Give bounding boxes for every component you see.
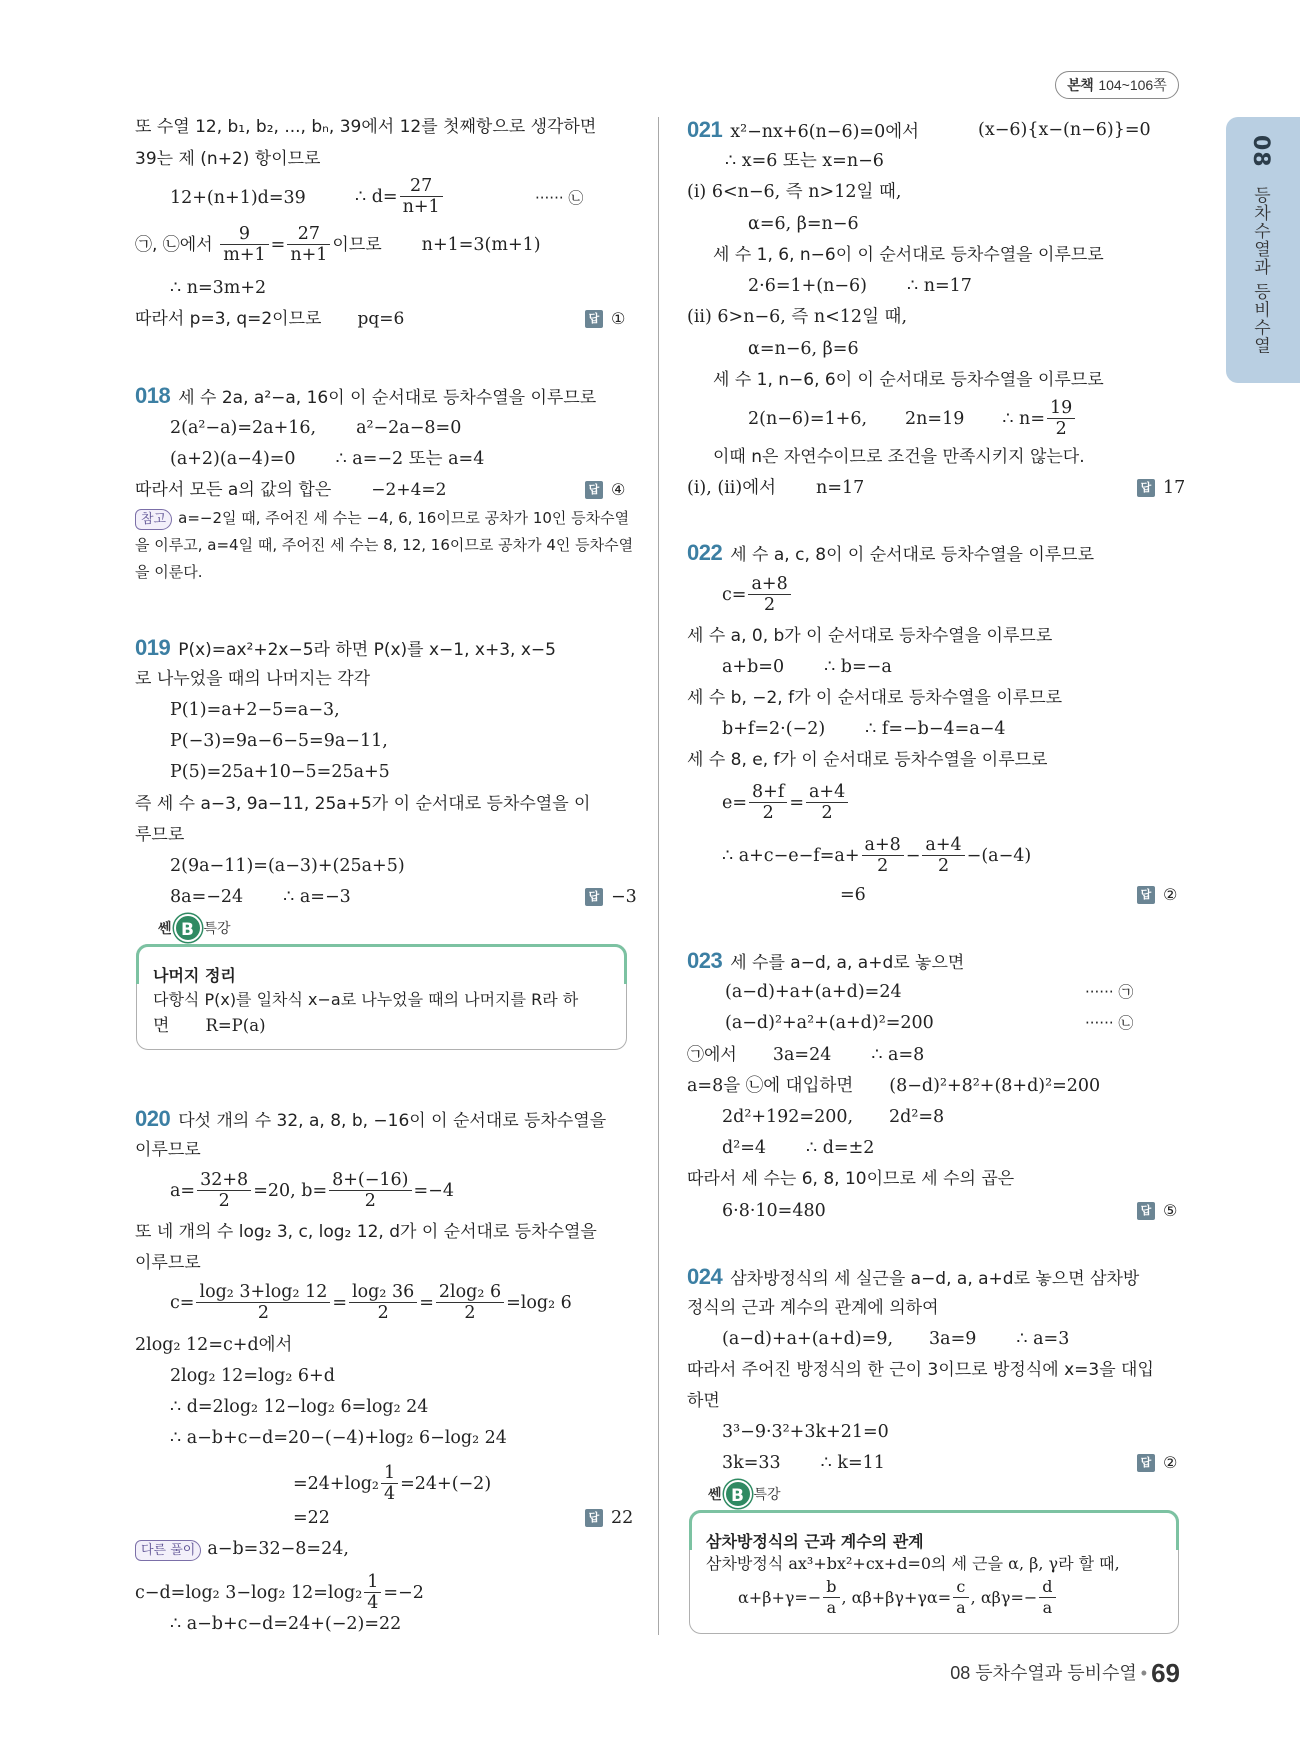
answer-mark: 답 ②: [1137, 883, 1177, 907]
math-line: ∴ a−b+c−d=24+(−2)=22: [170, 1614, 402, 1634]
note-line: 참고 a=−2일 때, 주어진 세 수는 −4, 6, 16이므로 공차가 10인 등차수열: [135, 506, 629, 530]
math-line: c= $\frac{a+8}{2}$: [722, 574, 793, 615]
answer-mark: 답 17: [1137, 476, 1185, 500]
math-line: P(−3)=9a−6−5=9a−11,: [170, 731, 388, 751]
math-line: α=6, β=n−6: [748, 214, 859, 234]
math-line: (a−d)+a+(a+d)=24: [725, 982, 902, 1002]
answer-badge-icon: 답: [585, 481, 603, 499]
text-line: 로 나누었을 때의 나머지는 각각: [135, 669, 371, 689]
answer-mark: 답 22: [585, 1506, 633, 1530]
note-line: 을 이루고, a=4일 때, 주어진 세 수는 8, 12, 16이므로 공차가 4인 등차수열: [135, 536, 634, 554]
problem-number: 024: [687, 1264, 723, 1289]
alt-solution-line: 다른 풀이 a−b=32−8=24,: [135, 1537, 349, 1561]
problem-number: 021: [687, 117, 723, 142]
column-divider: [658, 117, 659, 1635]
math-line: P(1)=a+2−5=a−3,: [170, 700, 340, 720]
chapter-title: 등차수열과 등비수열: [1250, 186, 1270, 355]
math-line: a=8을 ㉡에 대입하면 (8−d)²+8²+(8+d)²=200: [687, 1076, 1101, 1096]
math-line: d²=4 ∴ d=±2: [722, 1138, 875, 1158]
case-line: (ii) 6>n−6, 즉 n<12일 때,: [687, 307, 908, 327]
math-line: 2(n−6)=1+6, 2n=19 ∴ n= $\frac{19}{2}$: [748, 398, 1077, 439]
math-line: a= $\frac{32+8}{2}$ =20, b= $\frac{8+(-16)}{2}$ =−4: [170, 1170, 454, 1211]
math-line: 3³−9·3²+3k+21=0: [722, 1422, 889, 1442]
text-line: 정식의 근과 계수의 관계에 의하여: [687, 1298, 939, 1318]
math-line: =22: [293, 1508, 330, 1528]
math-line: 2log₂ 12=c+d에서: [135, 1335, 293, 1355]
answer-mark: 답 ④: [585, 478, 625, 502]
text-line: 루므로: [135, 825, 185, 845]
math-line: ㉠에서 3a=24 ∴ a=8: [687, 1045, 925, 1065]
page-footer: 08 등차수열과 등비수열 • 69: [950, 1658, 1180, 1688]
text-line: 또 네 개의 수 log₂ 3, c, log₂ 12, d가 이 순서대로 등차수열을: [135, 1222, 597, 1242]
answer-badge-icon: 답: [585, 1509, 603, 1527]
answer-mark: 답 ⑤: [1137, 1199, 1177, 1223]
alt-solution-tag: 다른 풀이: [135, 1540, 201, 1561]
problem-number: 023: [687, 948, 723, 973]
math-line: 2·6=1+(n−6) ∴ n=17: [748, 276, 972, 296]
tip-title: 삼차방정식의 근과 계수의 관계: [706, 1532, 924, 1551]
math-line: a+b=0 ∴ b=−a: [722, 657, 892, 677]
math-line: P(5)=25a+10−5=25a+5: [170, 762, 390, 782]
answer-badge-icon: 답: [585, 888, 603, 906]
problem-019-heading: 019 P(x)=ax²+2x−5라 하면 P(x)를 x−1, x+3, x−5: [135, 635, 556, 660]
text-line: 또 수열 12, b₁, b₂, ..., bₙ, 39에서 12를 첫째항으로 생각하면: [135, 117, 597, 137]
math-line: 8a=−24 ∴ a=−3: [170, 887, 351, 907]
book-label: 본책: [1067, 77, 1094, 93]
problem-018-heading: 018 세 수 2a, a²−a, 16이 이 순서대로 등차수열을 이루므로: [135, 383, 597, 408]
math-line: ∴ n=3m+2: [170, 278, 267, 298]
tip-box-cubic-vieta: [689, 1510, 1179, 1634]
text-line: 세 수 1, n−6, 6이 이 순서대로 등차수열을 이루므로: [713, 370, 1104, 390]
math-line: (x−6){x−(n−6)}=0: [978, 120, 1151, 140]
text-line: 세 수 b, −2, f가 이 순서대로 등차수열을 이루므로: [687, 688, 1063, 708]
text-line: 따라서 p=3, q=2이므로 pq=6: [135, 309, 405, 329]
equation-marker: ······ ㉡: [535, 189, 584, 207]
math-line: =24+log₂ $\frac{1}{4}$ =24+(−2): [293, 1463, 492, 1504]
answer-badge-icon: 답: [585, 310, 603, 328]
math-line: (a−d)+a+(a+d)=9, 3a=9 ∴ a=3: [722, 1329, 1070, 1349]
text-line: 세 수 1, 6, n−6이 이 순서대로 등차수열을 이루므로: [713, 245, 1104, 265]
text-line: 세 수 8, e, f가 이 순서대로 등차수열을 이루므로: [687, 750, 1048, 770]
text-line: 세 수 a, 0, b가 이 순서대로 등차수열을 이루므로: [687, 626, 1053, 646]
problem-number: 022: [687, 540, 723, 565]
math-line: ∴ x=6 또는 x=n−6: [725, 151, 884, 171]
tip-formula: α+β+γ=− $\frac{b}{a}$ , αβ+βγ+γα= $\frac{c}{a}$ , αβγ=− $\frac{d}{a}$: [738, 1577, 1058, 1618]
math-line: 3k=33 ∴ k=11: [722, 1453, 885, 1473]
answer-badge-icon: 답: [1137, 1454, 1155, 1472]
math-line: 2(a²−a)=2a+16, a²−2a−8=0: [170, 418, 462, 438]
math-line: c= $\frac{\text{log₂ 3+log₂ 12}}{2}$ = $\frac{\text{log₂ 36}}{2}$ = $\frac{\text{2log₂ 6}}{2}$ =log₂ 6: [170, 1282, 572, 1323]
math-line: 12+(n+1)d=39: [170, 188, 306, 208]
b-badge-icon: B: [724, 1480, 752, 1508]
b-badge-icon: B: [174, 914, 202, 942]
text-line: 이루므로: [135, 1140, 201, 1160]
text-line: 따라서 모든 a의 값의 합은 −2+4=2: [135, 480, 447, 500]
problem-021-heading: 021 x²−nx+6(n−6)=0에서: [687, 117, 920, 142]
text-line: 즉 세 수 a−3, 9a−11, 25a+5가 이 순서대로 등차수열을 이: [135, 794, 591, 814]
text-line: 따라서 세 수는 6, 8, 10이므로 세 수의 곱은: [687, 1169, 1015, 1189]
tip-text: 다항식 P(x)를 일차식 x−a로 나누었을 때의 나머지를 R라 하: [153, 990, 579, 1009]
text-line: 이때 n은 자연수이므로 조건을 만족시키지 않는다.: [713, 447, 1085, 467]
tip-brand-badge: 쎈 B 특강: [158, 914, 231, 942]
note-tag: 참고: [135, 509, 172, 530]
math-line: e= $\frac{8+f}{2}$ = $\frac{a+4}{2}$: [722, 782, 850, 823]
math-line: 2(9a−11)=(a−3)+(25a+5): [170, 856, 405, 876]
answer-badge-icon: 답: [1137, 1202, 1155, 1220]
footer-chapter: 08 등차수열과 등비수열: [950, 1663, 1137, 1683]
text-line: 따라서 주어진 방정식의 한 근이 3이므로 방정식에 x=3을 대입: [687, 1360, 1154, 1380]
chapter-number: 08: [1248, 135, 1273, 168]
math-line: ∴ d= $\frac{27}{n+1}$: [355, 176, 445, 217]
page-number: 69: [1151, 1658, 1180, 1688]
math-line: ∴ d=2log₂ 12−log₂ 6=log₂ 24: [170, 1397, 429, 1417]
problem-number: 020: [135, 1106, 171, 1131]
page-range: 104~106쪽: [1098, 77, 1167, 93]
math-line: 6·8·10=480: [722, 1201, 826, 1221]
math-line: ㉠, ㉡에서 $\frac{9}{m+1}$ = $\frac{27}{n+1}$ 이므로 n+1=3(m+1): [135, 224, 541, 265]
math-line: (a+2)(a−4)=0 ∴ a=−2 또는 a=4: [170, 449, 485, 469]
math-line: =6: [840, 885, 866, 905]
equation-marker: ······ ㉡: [1085, 1014, 1134, 1032]
equation-marker: ······ ㉠: [1085, 983, 1134, 1001]
math-line: 2d²+192=200, 2d²=8: [722, 1107, 945, 1127]
problem-number: 018: [135, 383, 171, 408]
tip-title: 나머지 정리: [153, 966, 236, 985]
text-line: 39는 제 (n+2) 항이므로: [135, 149, 321, 169]
math-line: c−d=log₂ 3−log₂ 12=log₂ $\frac{1}{4}$ =−2: [135, 1572, 424, 1613]
math-line: b+f=2·(−2) ∴ f=−b−4=a−4: [722, 719, 1006, 739]
answer-mark: 답 ②: [1137, 1451, 1177, 1475]
problem-number: 019: [135, 635, 171, 660]
math-line: (a−d)²+a²+(a+d)²=200: [725, 1013, 934, 1033]
text-line: 하면: [687, 1391, 720, 1411]
math-line: 2log₂ 12=log₂ 6+d: [170, 1366, 335, 1386]
problem-022-heading: 022 세 수 a, c, 8이 이 순서대로 등차수열을 이루므로: [687, 540, 1095, 565]
math-line: (i), (ii)에서 n=17: [687, 478, 865, 498]
answer-badge-icon: 답: [1137, 886, 1155, 904]
note-line: 을 이룬다.: [135, 563, 203, 581]
math-line: α=n−6, β=6: [748, 339, 859, 359]
answer-badge-icon: 답: [1137, 479, 1155, 497]
textbook-page-reference: [1055, 71, 1179, 99]
text-line: 이루므로: [135, 1253, 201, 1273]
problem-020-heading: 020 다섯 개의 수 32, a, 8, b, −16이 이 순서대로 등차수열을: [135, 1106, 607, 1131]
tip-box-remainder-theorem: [136, 944, 627, 1050]
case-line: (i) 6<n−6, 즉 n>12일 때,: [687, 182, 902, 202]
tip-text: 삼차방정식 ax³+bx²+cx+d=0의 세 근을 α, β, γ라 할 때,: [706, 1554, 1120, 1573]
answer-mark: 답 −3: [585, 885, 637, 909]
answer-mark: 답 ①: [585, 307, 625, 331]
math-line: ∴ a+c−e−f=a+ $\frac{a+8}{2}$ − $\frac{a+4}{2}$ −(a−4): [722, 835, 1032, 876]
problem-023-heading: 023 세 수를 a−d, a, a+d로 놓으면: [687, 948, 965, 973]
problem-024-heading: 024 삼차방정식의 세 실근을 a−d, a, a+d로 놓으면 삼차방: [687, 1264, 1140, 1289]
tip-text: 면 R=P(a): [153, 1016, 266, 1036]
tip-brand-badge: 쎈 B 특강: [708, 1480, 781, 1508]
math-line: ∴ a−b+c−d=20−(−4)+log₂ 6−log₂ 24: [170, 1428, 507, 1448]
chapter-side-tab[interactable]: [1226, 117, 1300, 383]
